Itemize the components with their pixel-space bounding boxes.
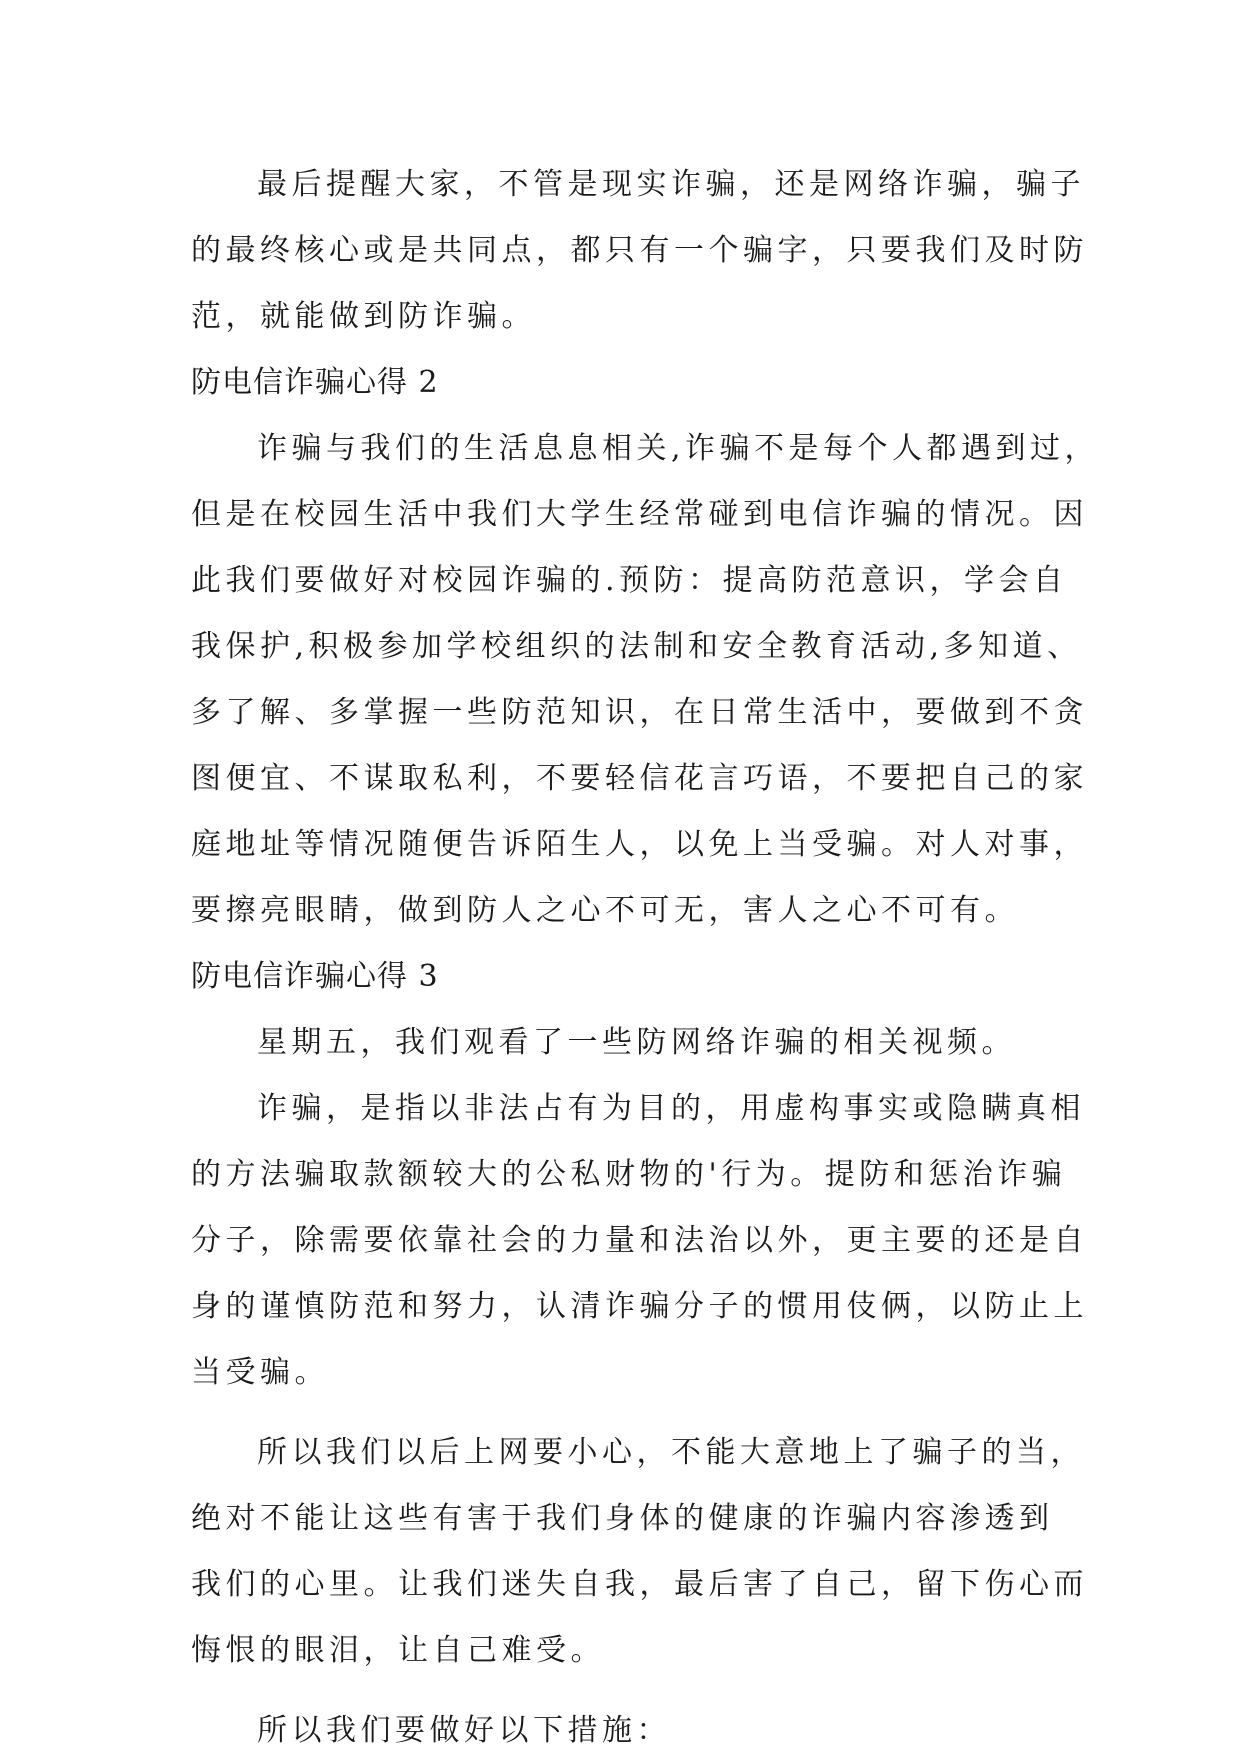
paragraph-3	[191, 1010, 1061, 1076]
text-line: 分子，除需要依靠社会的力量和法治以外，更主要的还是自	[191, 1223, 1088, 1258]
text-line: 多了解、多掌握一些防范知识，在日常生活中，要做到不贪	[191, 695, 1088, 730]
text-line: 要擦亮眼睛，做到防人之心不可无，害人之心不可有。	[191, 893, 1019, 928]
text-line: 诈骗与我们的生活息息相关,诈骗不是每个人都遇到过，	[257, 431, 1100, 466]
text-line: 悔恨的眼泪，让自己难受。	[191, 1633, 605, 1668]
text-line: 当受骗。	[191, 1355, 329, 1390]
paragraph-spacer	[191, 1406, 1061, 1420]
text-line: 此我们要做好对校园诈骗的.预防：提高防范意识，学会自	[191, 563, 1068, 598]
text-line: 所以我们要做好以下措施：	[257, 1713, 671, 1748]
text-line: 绝对不能让这些有害于我们身体的健康的诈骗内容渗透到	[191, 1501, 1054, 1536]
text-line: 庭地址等情况随便告诉陌生人，以免上当受骗。对人对事，	[191, 827, 1088, 862]
text-line: 我保护,积极参加学校组织的法制和安全教育活动,多知道、	[191, 629, 1082, 664]
text-line: 的最终核心或是共同点，都只有一个骗字，只要我们及时防	[191, 233, 1088, 268]
text-line: 的方法骗取款额较大的公私财物的'行为。提防和惩治诈骗	[191, 1157, 1067, 1192]
text-line: 所以我们以后上网要小心，不能大意地上了骗子的当，	[257, 1435, 1085, 1470]
text-line: 图便宜、不谋取私利，不要轻信花言巧语，不要把自己的家	[191, 761, 1088, 796]
paragraph-spacer	[191, 1684, 1061, 1698]
paragraph-2	[191, 416, 1100, 944]
paragraph-6	[191, 1698, 1061, 1764]
text-line: 我们的心里。让我们迷失自我，最后害了自己，留下伤心而	[191, 1567, 1088, 1602]
text-line: 但是在校园生活中我们大学生经常碰到电信诈骗的情况。因	[191, 497, 1088, 532]
document-body	[191, 152, 1100, 1764]
section-heading-3: 防电信诈骗心得 3	[191, 959, 439, 994]
paragraph-4	[191, 1076, 1088, 1406]
text-line: 身的谨慎防范和努力，认清诈骗分子的惯用伎俩，以防止上	[191, 1289, 1088, 1324]
text-line: 诈骗，是指以非法占有为目的，用虚构事实或隐瞒真相	[257, 1091, 1085, 1126]
paragraph-5	[191, 1420, 1088, 1684]
paragraph-1	[191, 152, 1088, 350]
text-line: 最后提醒大家，不管是现实诈骗，还是网络诈骗，骗子	[257, 167, 1085, 202]
section-heading-2: 防电信诈骗心得 2	[191, 365, 439, 400]
text-line: 星期五，我们观看了一些防网络诈骗的相关视频。	[257, 1025, 1016, 1060]
text-line: 范，就能做到防诈骗。	[191, 299, 536, 334]
